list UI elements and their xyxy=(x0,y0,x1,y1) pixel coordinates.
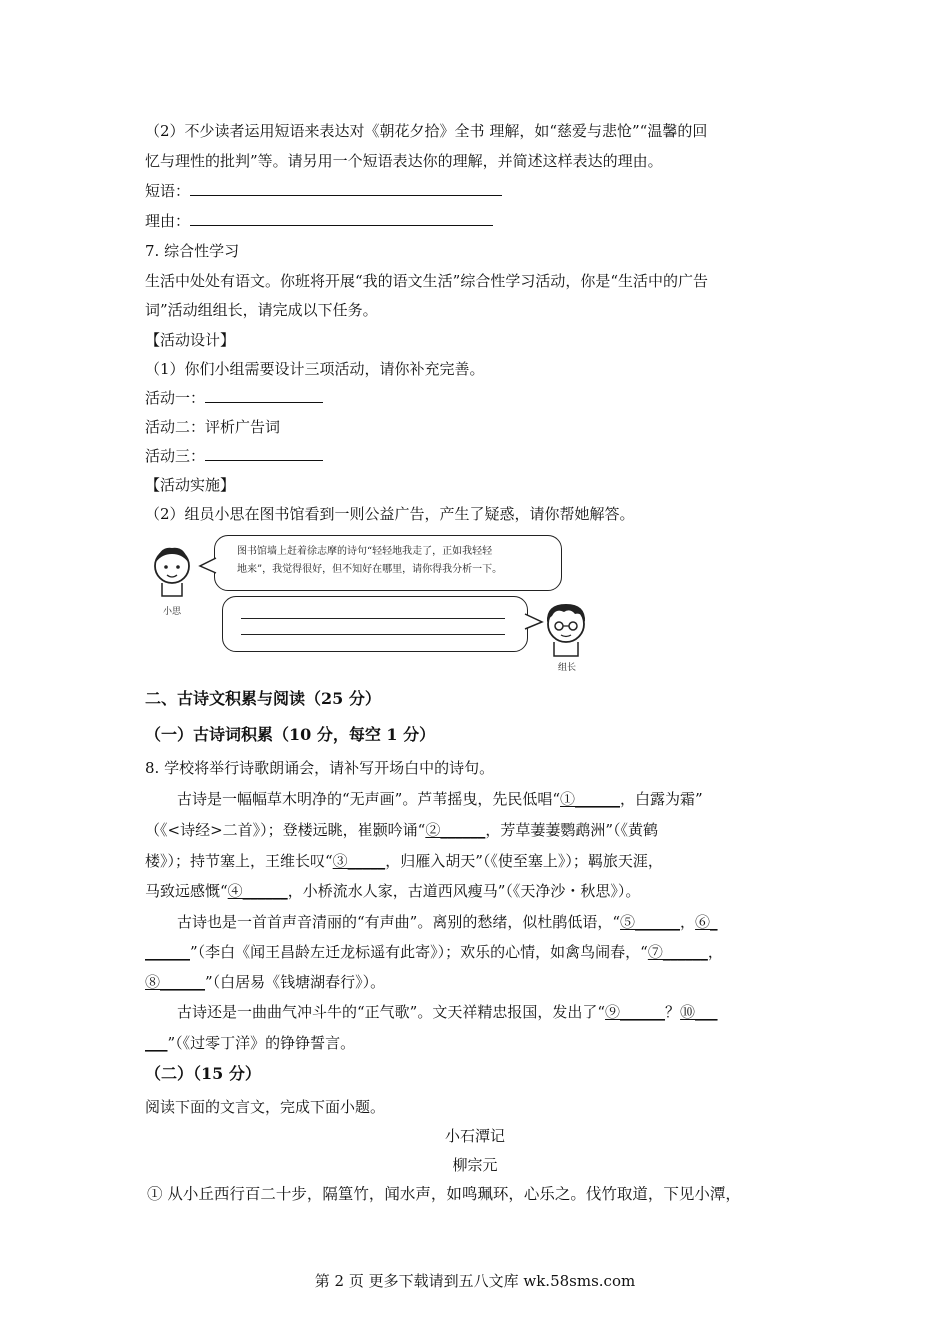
activity-design-heading: 【活动设计】 xyxy=(145,331,236,349)
phrase-label: 短语： xyxy=(145,182,191,200)
p1-line-3 xyxy=(145,851,663,871)
q8-title: 8. 学校将举行诗歌朗诵会，请补写开场白中的诗句。 xyxy=(145,759,495,777)
blank-7[interactable]: ⑦______ xyxy=(647,943,708,961)
activity-2-row: 活动二：评析广告词 xyxy=(145,418,281,436)
phrase-answer-blank[interactable] xyxy=(190,181,502,196)
blank-4[interactable]: ④______ xyxy=(227,882,288,900)
p3-line-2 xyxy=(145,1033,355,1053)
leader-answer-bubble xyxy=(222,596,528,652)
p1-l3-text-b: ，归雁入胡天”（《使至塞上》）；羁旅天涯， xyxy=(385,852,663,870)
activity-1-label: 活动一： xyxy=(145,389,206,407)
q6-line-2: 忆与理性的批判”等。请另用一个短语表达你的理解，并简述这样表达的理由。 xyxy=(145,152,663,170)
p2-line-2 xyxy=(145,942,723,962)
bubble-line-2: 地来”，我觉得很好，但不知好在哪里，请你得我分析一下。 xyxy=(237,564,503,575)
p3-l1-text-b: ？ xyxy=(665,1003,681,1021)
q7-sub-1: （1）你们小组需要设计三项活动，请你补充完善。 xyxy=(145,360,485,378)
p1-l4-text-a: 马致远感慨“ xyxy=(145,882,228,900)
section-2-heading: 二、古诗文积累与阅读（25 分） xyxy=(145,689,381,708)
bubble-line-1: 图书馆墙上赶着徐志摩的诗句“轻轻地我走了，正如我轻轻 xyxy=(237,546,493,557)
p1-l3-text-a: 楼》）；持节塞上，王维长叹“ xyxy=(145,852,333,870)
student-bubble-tail xyxy=(198,556,218,576)
essay-title: 小石潭记 xyxy=(444,1127,505,1145)
essay-author: 柳宗元 xyxy=(452,1156,498,1174)
essay-first-line: ① 从小丘西行百二十步，隔篁竹，闻水声，如鸣珮环，心乐之。伐竹取道，下见小潭， xyxy=(147,1185,741,1203)
q7-sub-2: （2）组员小思在图书馆看到一则公益广告，产生了疑惑，请你帮她解答。 xyxy=(145,505,635,523)
p3-l2-text-b: ”（《过零丁洋》的铮铮誓言。 xyxy=(167,1034,356,1052)
q7-intro-1: 生活中处处有语文。你班将开展“我的语文生活”综合性学习活动，你是“生活中的广告 xyxy=(145,272,709,290)
activity-1-row xyxy=(145,388,323,408)
activity-3-row xyxy=(145,446,323,466)
p1-l1-text-b: ，白露为霜” xyxy=(620,790,703,808)
blank-5[interactable]: ⑤______ xyxy=(620,913,681,931)
p1-line-1 xyxy=(177,789,703,809)
blank-6-start[interactable]: ⑥_ xyxy=(695,913,718,931)
leader-caption: 组长 xyxy=(558,663,577,673)
p1-line-2 xyxy=(145,820,658,840)
p2-l2-text-c: ， xyxy=(707,943,723,961)
p2-line-3 xyxy=(145,972,385,992)
q7-intro-2: 词”活动组组长，请完成以下任务。 xyxy=(145,301,378,319)
blank-1[interactable]: ①______ xyxy=(560,790,621,808)
page-footer: 第 2 页 更多下载请到五八文库 wk.58sms.com xyxy=(314,1272,636,1290)
reason-label: 理由： xyxy=(145,212,191,230)
blank-3[interactable]: ③_____ xyxy=(332,852,386,870)
p1-line-4 xyxy=(145,881,640,901)
p3-line-1 xyxy=(177,1002,718,1022)
activity-3-blank[interactable] xyxy=(205,446,323,461)
p2-l2-text-b: ”（李白《闻王昌龄左迁龙标遥有此寄》）；欢乐的心情，如禽鸟闹春，“ xyxy=(190,943,648,961)
p1-l2-text-a: （《<诗经>二首》）；登楼远眺，崔颢吟诵“ xyxy=(145,821,426,839)
q7-title: 7. 综合性学习 xyxy=(145,242,240,260)
blank-8[interactable]: ⑧______ xyxy=(145,973,206,991)
blank-10-end[interactable]: ___ xyxy=(145,1034,168,1052)
activity-3-label: 活动三： xyxy=(145,447,206,465)
activity-impl-heading: 【活动实施】 xyxy=(145,476,236,494)
part-2-heading: （二）（15 分） xyxy=(145,1064,261,1083)
blank-2[interactable]: ②______ xyxy=(425,821,486,839)
blank-9[interactable]: ⑨______ xyxy=(605,1003,666,1021)
p3-l1-text-a: 古诗还是一曲曲气冲斗牛的“正气歌”。文天祥精忠报国，发出了“ xyxy=(177,1003,606,1021)
student-caption: 小思 xyxy=(163,607,182,617)
p2-l1-text-b: ， xyxy=(680,913,696,931)
q6-phrase-row xyxy=(145,181,502,201)
reason-answer-blank[interactable] xyxy=(190,211,493,226)
leader-answer-line-1[interactable] xyxy=(241,618,505,619)
q6-reason-row xyxy=(145,211,493,231)
leader-answer-line-2[interactable] xyxy=(241,634,505,635)
p1-l1-text-a: 古诗是一幅幅草木明净的“无声画”。芦苇摇曳，先民低唱“ xyxy=(177,790,561,808)
p1-l2-text-b: ，芳草萋萋鹦鹉洲”（《黄鹤 xyxy=(485,821,658,839)
p2-line-1 xyxy=(177,912,718,932)
student-speech-bubble xyxy=(214,535,562,591)
reading-instruction: 阅读下面的文言文，完成下面小题。 xyxy=(145,1098,386,1116)
p2-l3-text-b: ”（白居易《钱塘湖春行》）。 xyxy=(205,973,386,991)
q6-line-1: （2）不少读者运用短语来表达对《朝花夕拾》全书 理解，如“慈爱与悲怆”“温馨的回 xyxy=(145,122,708,140)
p2-l1-text-a: 古诗也是一首首声音清丽的“有声曲”。离别的愁绪，似杜鹃低语，“ xyxy=(177,913,621,931)
leader-figure xyxy=(540,598,592,660)
blank-10-start[interactable]: ⑩___ xyxy=(680,1003,718,1021)
activity-1-blank[interactable] xyxy=(205,388,323,403)
p1-l4-text-b: ，小桥流水人家，古道西风瘦马”（《天净沙・秋思》）。 xyxy=(287,882,641,900)
blank-6-end[interactable]: ______ xyxy=(145,943,190,961)
section-2-sub-heading: （一）古诗词积累（10 分，每空 1 分） xyxy=(145,725,436,744)
